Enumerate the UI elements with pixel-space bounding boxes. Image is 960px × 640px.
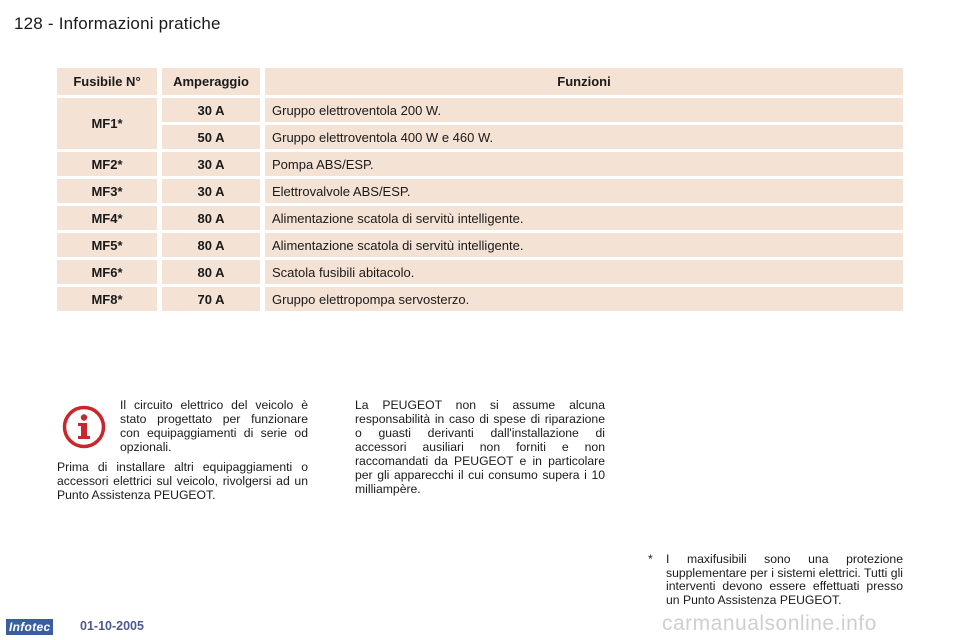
function-cell: Gruppo elettroventola 400 W e 460 W. [265,125,903,149]
table-row [162,260,903,284]
table-header [57,68,903,95]
table-row [162,287,903,311]
infotec-logo: Infotec [6,619,53,635]
function-cell: Elettrovalvole ABS/ESP. [265,179,903,203]
watermark: carmanualsonline.info [662,612,877,635]
page-header [14,14,221,34]
fuse-id: MF1* [57,98,157,149]
amperage-cell: 80 A [162,260,260,284]
page-title: Informazioni pratiche [58,14,221,33]
amperage-cell: 30 A [162,152,260,176]
table-row [162,152,903,176]
function-cell: Alimentazione scatola di servitù intelligente. [265,233,903,257]
fuse-group-mf6 [57,260,903,284]
table-row [162,233,903,257]
fuse-group-mf1 [57,98,903,149]
page-number: 128 [14,14,43,33]
function-cell: Alimentazione scatola di servitù intelligente. [265,206,903,230]
amperage-cell: 80 A [162,233,260,257]
table-row [162,125,903,149]
table-row [162,179,903,203]
edition-date: 01-10-2005 [80,619,144,633]
info-text: Il circuito elettrico del veicolo è stato progettato per funzionare con equipaggiamenti di serie od opzionali. [120,398,308,454]
fuse-id: MF6* [57,260,157,284]
fuse-group-mf5 [57,233,903,257]
amperage-cell: 30 A [162,98,260,122]
fuse-id: MF5* [57,233,157,257]
header-functions: Funzioni [265,68,903,95]
amperage-cell: 70 A [162,287,260,311]
footnote-star: * [648,552,653,566]
amperage-cell: 30 A [162,179,260,203]
maxifuse-footnote [648,553,903,607]
fuse-table [57,68,903,314]
info-warning-text: Prima di installare altri equipaggiamenti o accessori elettrici sul veicolo, rivolgersi ad un Punto Assistenza PEUGEOT. [57,460,308,502]
fuse-id: MF8* [57,287,157,311]
fuse-group-mf2 [57,152,903,176]
fuse-group-mf3 [57,179,903,203]
info-icon [62,405,106,449]
header-fuse: Fusibile N° [57,68,157,95]
amperage-cell: 80 A [162,206,260,230]
fuse-id: MF2* [57,152,157,176]
fuse-group-mf4 [57,206,903,230]
peugeot-liability-note: La PEUGEOT non si assume alcuna responsabilità in caso di spese di riparazione o guasti derivanti dall'installazione di accessori ausiliari non forniti e non raccomandati da PEUGEOT e in particolare per gli apparecchi il cui consumo supera i 10 milliampère. [355,398,605,496]
amperage-cell: 50 A [162,125,260,149]
footnote-text: I maxifusibili sono una protezione supplementare per i sistemi elettrici. Tutti gli interventi devono essere effettuati presso un Punto Assistenza PEUGEOT. [666,552,903,607]
function-cell: Gruppo elettropompa servosterzo. [265,287,903,311]
fuse-group-mf8 [57,287,903,311]
table-row [162,98,903,122]
header-amperage: Amperaggio [162,68,260,95]
table-row [162,206,903,230]
fuse-id: MF3* [57,179,157,203]
function-cell: Gruppo elettroventola 200 W. [265,98,903,122]
header-separator: - [47,14,54,33]
function-cell: Scatola fusibili abitacolo. [265,260,903,284]
fuse-id: MF4* [57,206,157,230]
function-cell: Pompa ABS/ESP. [265,152,903,176]
